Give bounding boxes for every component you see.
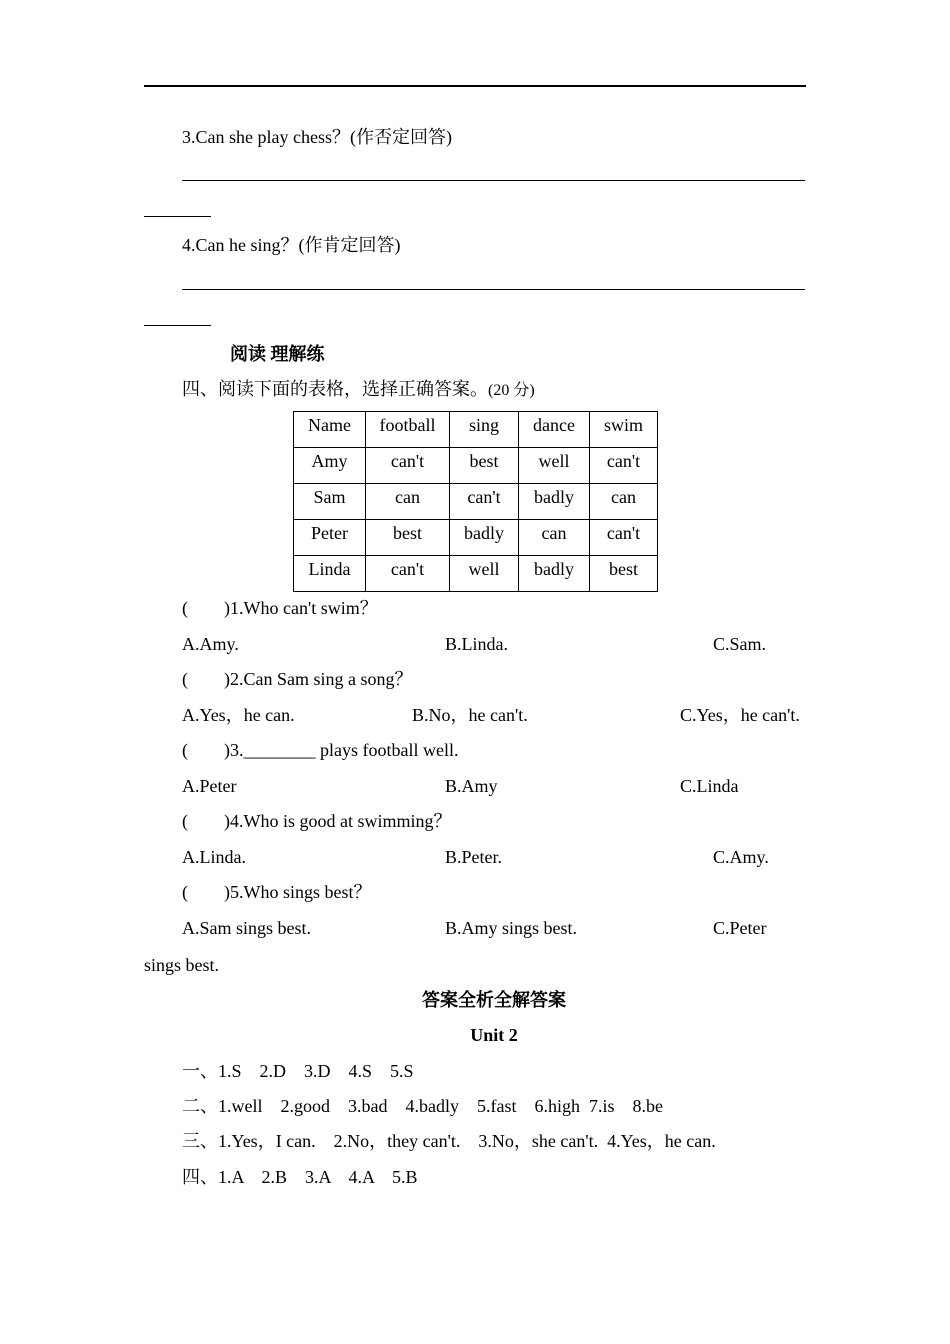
part4-heading-text: 四、阅读下面的表格，选择正确答案。 xyxy=(182,379,488,399)
question-text: 4.Who is good at swimming？ xyxy=(230,811,452,831)
table-cell: can't xyxy=(450,484,519,520)
option-c: C.Amy. xyxy=(713,847,769,867)
question-text: 1.Who can't swim？ xyxy=(230,598,378,618)
answer-line xyxy=(182,180,805,181)
question-number: 3. xyxy=(182,127,196,147)
table-cell: can't xyxy=(590,520,658,556)
question-text: Can she play chess？(作否定回答) xyxy=(195,127,452,147)
option-c: C.Yes，he can't. xyxy=(680,705,800,725)
table-row xyxy=(294,448,658,484)
skills-table xyxy=(293,411,658,592)
answer-line-2: 二、1.well 2.good 3.bad 4.badly 5.fast 6.high 7.is 8.be xyxy=(182,1096,663,1116)
option-b: B.No，he can't. xyxy=(412,705,528,725)
table-header-cell: Name xyxy=(294,412,366,448)
answer-blank: ( ) xyxy=(182,740,230,760)
option-b: B.Amy xyxy=(445,776,498,796)
answer-line-4: 四、1.A 2.B 3.A 4.A 5.B xyxy=(182,1167,418,1187)
option-a: A.Linda. xyxy=(182,847,246,867)
table-cell: Amy xyxy=(294,448,366,484)
table-row xyxy=(294,520,658,556)
table-header-cell: football xyxy=(366,412,450,448)
option-c: C.Sam. xyxy=(713,634,767,654)
option-c: C.Linda xyxy=(680,776,739,796)
question-4 xyxy=(182,234,400,256)
question-number: 4. xyxy=(182,235,196,255)
mc-question-3 xyxy=(182,739,458,761)
table-cell: well xyxy=(519,448,590,484)
answer-line xyxy=(182,289,805,290)
mc-question-2 xyxy=(182,668,413,690)
table-cell: can xyxy=(366,484,450,520)
answer-blank: ( ) xyxy=(182,669,230,689)
table-cell: can xyxy=(519,520,590,556)
option-c: C.Peter xyxy=(713,918,767,938)
option-b: B.Linda. xyxy=(445,634,508,654)
question-3 xyxy=(182,126,452,148)
part4-heading xyxy=(182,378,535,402)
table-cell: can't xyxy=(366,448,450,484)
table-cell: Linda xyxy=(294,556,366,592)
part4-points: (20 分) xyxy=(488,382,535,399)
table-row xyxy=(294,484,658,520)
table-cell: best xyxy=(590,556,658,592)
option-c-continued: sings best. xyxy=(144,955,220,975)
question-text: Can he sing？(作肯定回答) xyxy=(195,235,401,255)
question-text: 2.Can Sam sing a song？ xyxy=(230,669,413,689)
mc-question-4 xyxy=(182,810,452,832)
table-cell: can xyxy=(590,484,658,520)
table-cell: best xyxy=(366,520,450,556)
answers-unit: Unit 2 xyxy=(470,1025,518,1045)
table-header-cell: swim xyxy=(590,412,658,448)
answer-line-3: 三、1.Yes，I can. 2.No，they can't. 3.No，she can't. 4.Yes，he can. xyxy=(182,1131,716,1151)
mc-question-1 xyxy=(182,597,378,619)
option-a: A.Yes，he can. xyxy=(182,705,295,725)
answer-blank: ( ) xyxy=(182,598,230,618)
option-a: A.Sam sings best. xyxy=(182,918,312,938)
answer-blank: ( ) xyxy=(182,811,230,831)
table-header-cell: sing xyxy=(450,412,519,448)
table-cell: badly xyxy=(450,520,519,556)
table-cell: best xyxy=(450,448,519,484)
section-title: 阅读 理解练 xyxy=(230,344,325,364)
answer-blank: ( ) xyxy=(182,882,230,902)
table-cell: badly xyxy=(519,484,590,520)
table-cell: Sam xyxy=(294,484,366,520)
table-cell: can't xyxy=(590,448,658,484)
table-cell: well xyxy=(450,556,519,592)
table-cell: badly xyxy=(519,556,590,592)
table-row xyxy=(294,556,658,592)
table-header-cell: dance xyxy=(519,412,590,448)
option-b: B.Peter. xyxy=(445,847,502,867)
table-cell: can't xyxy=(366,556,450,592)
answer-line xyxy=(144,85,806,87)
option-a: A.Amy. xyxy=(182,634,239,654)
table-cell: Peter xyxy=(294,520,366,556)
option-b: B.Amy sings best. xyxy=(445,918,578,938)
option-a: A.Peter xyxy=(182,776,237,796)
question-text: 3.________ plays football well. xyxy=(230,740,459,760)
table-header-row xyxy=(294,412,658,448)
question-text: 5.Who sings best？ xyxy=(230,882,372,902)
mc-question-5 xyxy=(182,881,372,903)
answer-line-1: 一、1.S 2.D 3.D 4.S 5.S xyxy=(182,1061,414,1081)
answers-title: 答案全析全解答案 xyxy=(422,990,566,1010)
answer-line xyxy=(144,216,211,217)
answer-line xyxy=(144,325,211,326)
